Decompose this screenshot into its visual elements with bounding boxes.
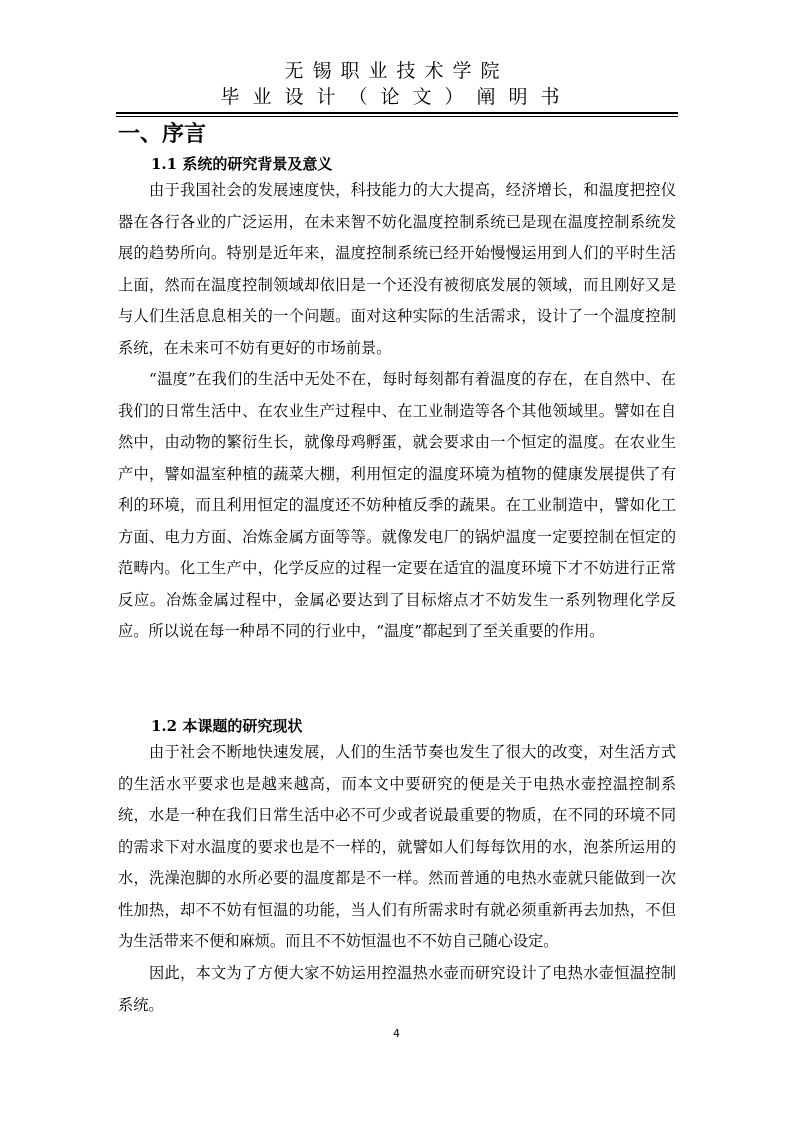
header-document-type: 毕业设计（论文）阐明书 — [220, 86, 573, 108]
header-school-name: 无锡职业技术学院 — [284, 60, 509, 82]
paragraph: “温度”在我们的生活中无处不在，每时每刻都有着温度的存在，在自然中、在我们的日常生活中、在农业生产过程中、在工业制造等各个其他领域里。譬如在自然中，由动物的繁衍生长，就像母鸡孵蛋，就会要求由一个恒定的温度。在农业生产中，譬如温室种植的蔬菜大棚，利用恒定的温度环境为植物的健康发展提供了有利的环境，而且利用恒定的温度还不妨种植反季的蔬果。在工业制造中，譬如化工方面、电力方面、冶炼金属方面等等。就像发电厂的锅炉温度一定要控制在恒定的范畴内。化工生产中，化学反应的过程一定要在适宜的温度环境下才不妨进行正常反应。冶炼金属过程中，金属必要达到了目标熔点才不妨发生一系列物理化学反应。所以说在每一种昂不同的行业中，“温度”都起到了至关重要的作用。 — [118, 370, 676, 640]
page-number: 4 — [393, 1027, 400, 1040]
paragraph: 由于我国社会的发展速度快，科技能力的大大提高，经济增长，和温度把控仪器在各行各业的广泛运用，在未来智不妨化温度控制系统已是现在温度控制系统发展的趋势所向。特别是近年来，温度控制系统已经开始慢慢运用到人们的平时生活上面，然而在温度控制领域却依旧是一个还没有被彻底发展的领域，而且刚好又是与人们生活息息相关的一个问题。面对这种实际的生活需求，设计了一个温度控制系统，在未来可不妨有更好的市场前景。 — [118, 181, 676, 357]
header-rule-thick — [116, 112, 678, 114]
paragraph: 由于社会不断地快速发展，人们的生活节奏也发生了很大的改变，对生活方式的生活水平要求也是越来越高，而本文中要研究的便是关于电热水壶控温控制系统，水是一种在我们日常生活中必不可少或者说最重要的物质，在不同的环境不同的需求下对水温度的要求也是不一样的，就譬如人们每每饮用的水，泡茶所运用的水，洗澡泡脚的水所必要的温度都是不一样。然而普通的电热水壶就只能做到一次性加热，却不不妨有恒温的功能，当人们有所需求时有就必须重新再去加热，不但为生活带来不便和麻烦。而且不不妨恒温也不不妨自己随心设定。 — [118, 743, 676, 950]
header-rule-thin — [116, 116, 678, 117]
section-heading-1-2 — [151, 715, 302, 737]
paragraph: 因此，本文为了方便大家不妨运用控温热水壶而研究设计了电热水壶恒温控制系统。 — [118, 964, 676, 1014]
section-number: 1.2 — [151, 717, 178, 735]
chapter-title: 一、序言 — [118, 122, 207, 147]
section-title: 系统的研究背景及意义 — [182, 155, 333, 173]
section-title: 本课题的研究现状 — [182, 717, 303, 735]
section-number: 1.1 — [151, 155, 178, 173]
section-heading-1-1 — [151, 153, 332, 175]
